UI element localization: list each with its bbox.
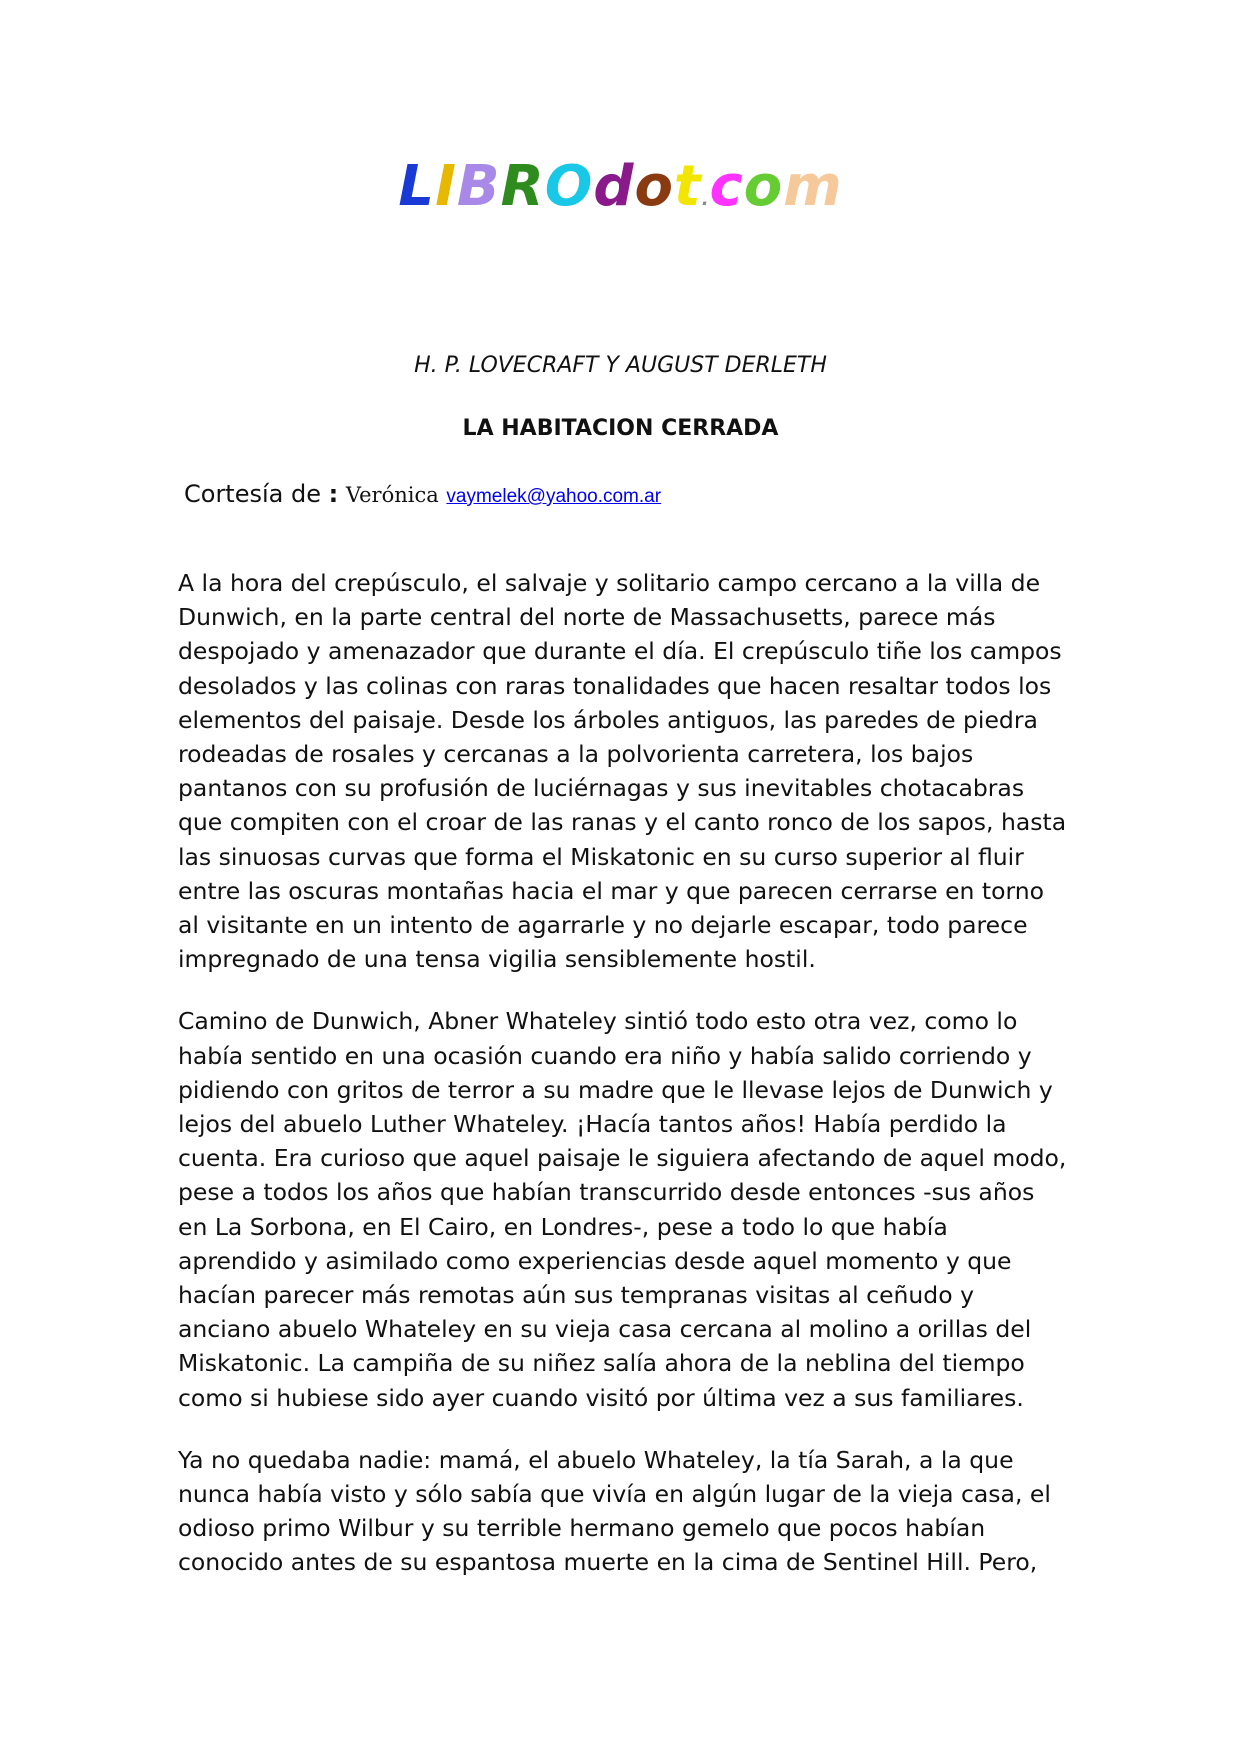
- paragraph: Camino de Dunwich, Abner Whateley sintió todo esto otra vez, como lo había sentido en una ocasión cuando era niño y había salido corriendo y pidiendo con gritos de terror a su madre que le llevase lejos de Dunwich y lejos del abuelo Luther Whateley. ¡Hacía tantos años! Había perdido la cuenta. Era curioso que aquel paisaje le siguiera afectando de aquel modo, pese a todos los años que habían transcurrido desde entonces -sus años en La Sorbona, en El Cairo, en Londres-, pese a todo lo que había aprendido y asimilado como experiencias desde aquel momento y que hacían parecer más remotas aún sus tempranas visitas al ceñudo y anciano abuelo Whateley en su vieja casa cercana al molino a orillas del Miskatonic. La campiña de su niñez salía ahora de la neblina del tiempo como si hubiese sido ayer cuando visitó por última vez a sus familiares.: [178, 1007, 1067, 1412]
- paragraph: A la hora del crepúsculo, el salvaje y solitario campo cercano a la villa de Dunwich, en la parte central del norte de Massachusetts, parece más despojado y amenazador que durante el día. El crepúsculo tiñe los campos desolados y las colinas con raras tonalidades que hacen resaltar todos los elementos del paisaje. Desde los árboles antiguos, las paredes de piedra rodeadas de rosales y cercanas a la polvorienta carretera, los bajos pantanos con su profusión de luciérnagas y sus inevitables chotacabras que compiten con el croar de las ranas y el canto ronco de los sapos, hasta las sinuosas curvas que forma el Miskatonic en su curso superior al fluir entre las oscuras montañas hacia el mar y que parecen cerrarse en torno al visitante en un intento de agarrarle y no dejarle escapar, todo parece impregnado de una tensa vigilia sensiblemente hostil.: [178, 569, 1067, 974]
- logo-letter-t: t: [673, 154, 702, 219]
- paragraph: Ya no quedaba nadie: mamá, el abuelo Whateley, la tía Sarah, a la que nunca había visto y sólo sabía que vivía en algún lugar de la vieja casa, el odioso primo Wilbur y su terrible hermano gemelo que pocos habían conocido antes de su espantosa muerte en la cima de Sentinel Hill. Pero,: [178, 1445, 1051, 1577]
- document-title: LA HABITACION CERRADA: [462, 416, 779, 441]
- logo-letter-b: B: [456, 154, 501, 219]
- logo-letter-o2: o: [634, 154, 674, 219]
- logo-letter-r: R: [500, 154, 545, 219]
- site-logo: [0, 152, 1241, 235]
- courtesy-label: Cortesía de: [184, 480, 321, 508]
- email-link[interactable]: vaymelek@yahoo.com.ar: [446, 486, 662, 507]
- logo-letter-i: I: [435, 154, 457, 219]
- logo-letter-o: O: [544, 154, 594, 219]
- logo-letter-d: d: [593, 154, 635, 219]
- body-text: [178, 566, 1068, 1608]
- logo-letter-o3: o: [743, 154, 784, 219]
- logo-letter-m: m: [783, 154, 843, 219]
- logo-letter-dot: .: [701, 189, 710, 210]
- logo-letter-l: L: [398, 154, 436, 219]
- author-line: H. P. LOVECRAFT Y AUGUST DERLETH: [414, 353, 827, 378]
- courtesy-line: [184, 478, 661, 513]
- courtesy-colon: :: [328, 480, 339, 508]
- logo-letter-c: c: [709, 154, 744, 219]
- courtesy-name: Verónica: [345, 483, 439, 507]
